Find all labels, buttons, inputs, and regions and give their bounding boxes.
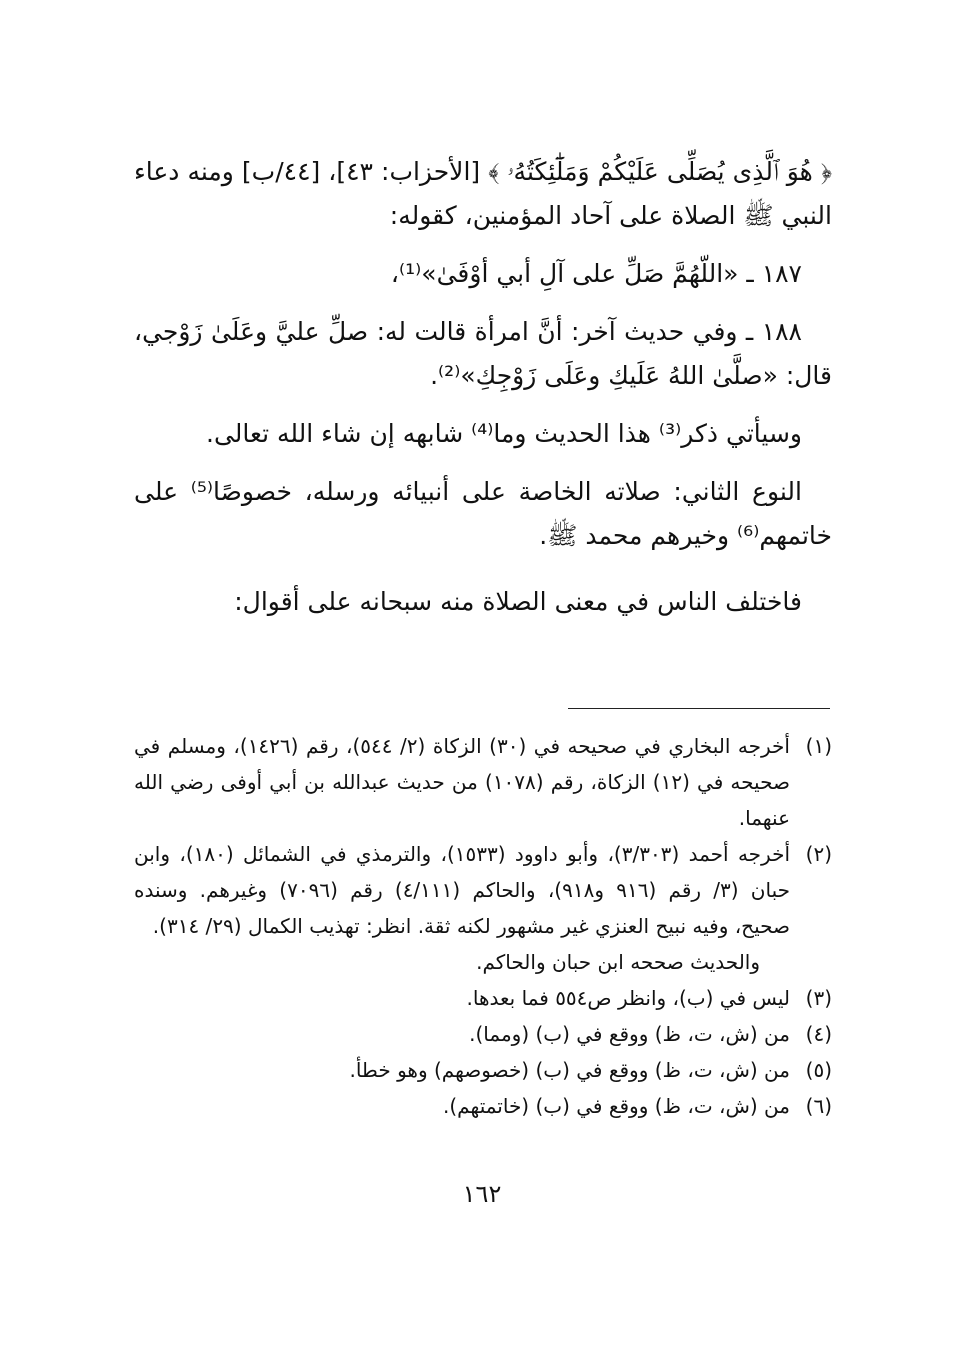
footnote-number: (٦) [805, 1094, 832, 1118]
footnote-number: (١) [805, 734, 832, 758]
footnote-number: (٤) [805, 1022, 832, 1046]
main-text [134, 150, 832, 624]
footnote-number: (٢) [805, 842, 832, 866]
footnotes [134, 728, 832, 1124]
footnote-2-continuation [134, 944, 832, 980]
page-number: ١٦٢ [462, 1180, 502, 1208]
paragraph-5: فاختلف الناس في معنى الصلاة منه سبحانه على أقوال: [234, 587, 802, 616]
footnote-text: ليس في (ب)، وانظر ص٥٥٤ فما بعدها. [466, 986, 790, 1010]
paragraph-1: ﴿ هُوَ ٱلَّذِى يُصَلِّى عَلَيْكُمْ وَمَلَٰٓئِكَتُهُۥ ﴾ [الأحزاب: ٤٣]، [٤٤/ب] ومنه دعاء النبي ﷺ الصلاة على آحاد المؤمنين، كقوله: [134, 157, 832, 230]
footnote-4 [134, 1016, 832, 1052]
footnote-text: والحديث صححه ابن حبان والحاكم. [476, 950, 760, 974]
footnote-2 [134, 836, 832, 944]
footnote-1 [134, 728, 832, 836]
footnote-3 [134, 980, 832, 1016]
footnote-number: (٣) [805, 986, 832, 1010]
footnote-text: من (ش، ت، ظ) ووقع في (ب) (ومما). [469, 1022, 790, 1046]
footnote-6 [134, 1088, 832, 1124]
paragraph-4: النوع الثاني: صلاته الخاصة على أنبيائه ورسله، خصوصًا⁽⁵⁾ على خاتمهم⁽⁶⁾ وخيرهم محمد ﷺ. [134, 477, 832, 550]
paragraph-3: وسيأتي ذكر⁽³⁾ هذا الحديث وما⁽⁴⁾ شابهه إن شاء الله تعالى. [206, 419, 802, 448]
footnote-text: أخرجه البخاري في صحيحه في (٣٠) الزكاة (٢/ ٥٤٤)، رقم (١٤٢٦)، ومسلم في صحيحه في (١٢) الزكاة، رقم (١٠٧٨) من حديث عبدالله بن أبي أوفى رضي الله عنهما. [134, 734, 790, 830]
footnote-5 [134, 1052, 832, 1088]
paragraph-hadith-187: ١٨٧ ـ «اللّهُمَّ صَلِّ على آلِ أبي أوْفَىٰ»⁽¹⁾، [390, 259, 802, 288]
paragraph-hadith-188: ١٨٨ ـ وفي حديث آخر: أنَّ امرأة قالت له: صلِّ عليَّ وعَلَىٰ زَوْجي، قال: «صلَّىٰ اللهُ عَلَيكِ وعَلَى زَوْجِكِ»⁽²⁾. [134, 317, 832, 390]
footnote-text: من (ش، ت، ظ) ووقع في (ب) (خاتمتهم). [443, 1094, 790, 1118]
footnote-separator [568, 708, 830, 709]
footnote-text: أخرجه أحمد (٣/٣٠٣)، وأبو داوود (١٥٣٣)، والترمذي في الشمائل (١٨٠)، وابن حبان (٣/ رقم (٩١٦ و٩١٨)، والحاكم (٤/١١١) رقم (٧٠٩٦) وغيرهم. وسنده صحيح، وفيه نبيح العنزي غير مشهور لكنه ثقة. انظر: تهذيب الكمال (٢٩/ ٣١٤). [134, 842, 791, 938]
footnote-number: (٥) [805, 1058, 832, 1082]
footnote-text: من (ش، ت، ظ) ووقع في (ب) (خصوصهم) وهو خطأ. [349, 1058, 790, 1082]
